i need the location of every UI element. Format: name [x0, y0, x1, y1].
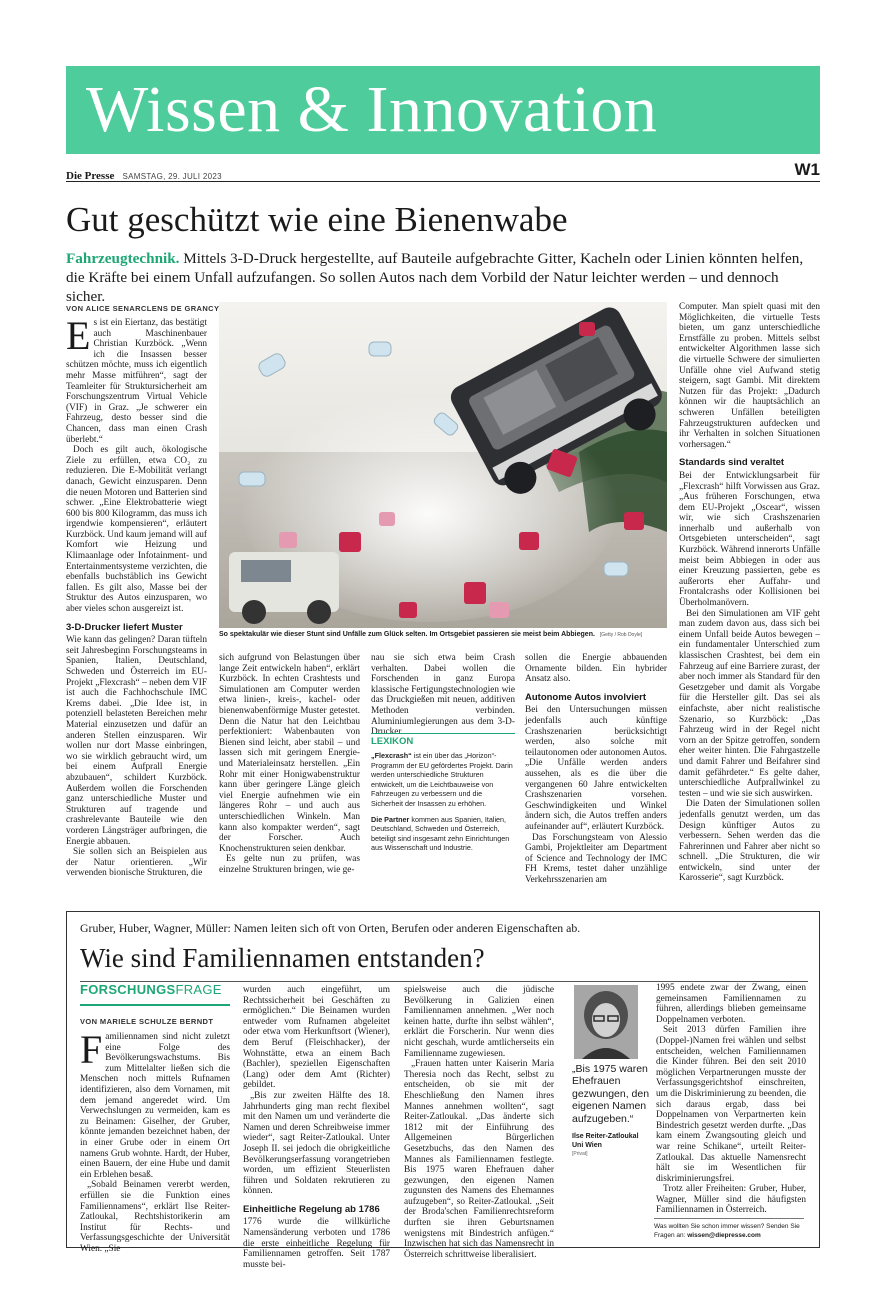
box-footer — [654, 1218, 804, 1240]
lexikon-entry — [371, 751, 515, 809]
footer-email[interactable]: wissen@diepresse.com — [687, 1232, 761, 1239]
box-paragraph: wurden auch eingeführt, um Rechtssicherheit bei Geschäften zu ermöglichen.“ Die Beinamen wurden entweder vom Rufnamen abgeleitet oder etwa vom Herkunftsort (Wiener), dem Beruf (Fleischhacker), der Wohnstätte, etwa an einem Bach (Bachler), speziellen Eigenschaften (Lang) oder dem Amt (Richter) gebildet. — [243, 985, 390, 1091]
box-paragraph: „Bis zur zweiten Hälfte des 18. Jahrhunderts ging man recht flexibel mit den Namen um und veränderte die Namen und deren Schreibweise immer wieder“, sagt Reiter-Zatloukal. Unter Joseph II. sei jedoch die obrigkeitliche Bevölkerungserfassung vorangetrieben worden, um effizient Steuerlisten führen und Soldaten rekrutieren zu können. — [243, 1090, 390, 1197]
article-paragraph: Bei der Entwicklungsarbeit für „Flexcrash“ hilft Vorwissen aus Graz. „Aus früheren Forschungen, etwa dem EU-Projekt „Oscear“, wissen wir, wie sich Crashszenarien innerhalb und außerhalb von Ortsgebieten unterscheiden“, sagt Kurzböck. Während innerorts Unfälle meist beim Abbiegen in oder aus einer Kreuzung passierten, gebe es außerorts eher Auffahr- und Frontalcrashs oder Kollisionen bei Überholmanövern. — [679, 470, 820, 609]
box-column-2 — [243, 985, 390, 1270]
newspaper-brand: Die Presse — [66, 170, 115, 182]
pull-quote: „Bis 1975 waren Ehefrauen gezwungen, den eigenen Namen aufzugeben.“ — [572, 1063, 650, 1125]
article-column-2 — [219, 653, 360, 881]
box-headline: Wie sind Familiennamen entstanden? — [80, 943, 485, 973]
article-headline: Gut geschützt wie eine Bienenwabe — [66, 200, 568, 239]
article-lead — [66, 249, 820, 306]
box-paragraph: amiliennamen sind nicht zuletzt eine Folge des Bevölkerungswachstums. Bis zum Mittelalter ließen sich die Menschen noch mittels Rufnamen identifizieren, also dem Vornamen, mit dem jemand angeredet wird. Um Verwechslungen zu vermeiden, kam es zu Beinamen: Giselher, der Gruber, könnte jemanden bezeichnet haben, der in einer Grube oder in einem Ort namens Grub wohnte. Hardt, der Huber, einen Bauern, der eine Hube und damit ein Erblehen besaß. — [80, 1032, 230, 1180]
article-paragraph: Doch es gilt auch, ökologische Ziele zu erfüllen, etwa CO₂ zu reduzieren. Die E-Mobilität verlangt danach, Gewicht einzusparen. Denn die neuen Motoren und Batterien sind schwer. „Eine Elektrobatterie wiegt 600 bis 800 Kilogramm, das muss ich irgendwie kompensieren“, erläutert Kurzböck. Und kaum jemand will auf Komfort wie Heizung und Klimaanlage oder Infotainment- und Entertainmentsysteme verzichten, die ebenfalls buchstäblich ins Gewicht fallen. Es gilt also, Masse bei der Struktur des Autos einzusparen, wo aber vieles schon ausgereizt ist. — [66, 445, 207, 615]
section-banner — [66, 66, 820, 154]
article-paragraph: Sie sollen sich an Beispielen aus der Natur orientieren. „Wir verwenden bionische Strukturen, die — [66, 847, 207, 879]
article-paragraph: Computer. Man spielt quasi mit den Möglichkeiten, die virtuelle Tests bieten, um ganz unterschiedliche Ernstfälle zu proben. Mittels selbst entwickelter Algorithmen lasse sich die virtuelle Schwere der simulierten Unfälle ohne viel Aufwand stetig steigern, sagt Gambi. Mit direktem Nutzen für das Projekt: „Dadurch können wir die hauptsächlich an schweren Unfällen beteiligten Fahrzeugstrukturen aufdecken und ihr Verhalten in solchen Situationen vorhersagen.“ — [679, 302, 820, 450]
footer-question: Was wollten Sie schon immer wissen? Senden Sie Fragen an: — [654, 1223, 800, 1239]
article-byline: VON ALICE SENARCLENS DE GRANCY — [66, 304, 220, 313]
research-question-box — [66, 911, 820, 1270]
article-paragraph: Die Daten der Simulationen sollen jedenfalls genutzt werden, um das Design künftiger Autos zu verbessern. Sehen werden das die Fahrerinnen und Fahrer aber nicht so schnell. „Die Strukturen, die wir entwickeln, sind unter der Karosserie“, sagt Kurzböck. — [679, 799, 820, 884]
article-lead-text: Mittels 3-D-Druck hergestellte, auf Bauteile aufgebrachte Gitter, Kacheln oder Linien könnten helfen, die Kräfte bei einem Unfall aufzufangen. So sollen Autos nach dem Vorbild der Natur leichter werden – und dennoch sicher. — [66, 250, 804, 305]
article-dropcap: E — [66, 313, 91, 358]
stunt-car-photo — [219, 302, 667, 628]
article-subhead: 3-D-Drucker liefert Muster — [66, 621, 183, 633]
article-paragraph: Wie kann das gelingen? Daran tüfteln seit Jahresbeginn Forschungsteams in Spanien, Italien, Deutschland, Schweden und Österreich im EU-Projekt „Flexcrash“ – neben dem VIF ist auch die Fachhochschule IMC Krems dabei. „Die Idee ist, in potenziell belasteten Bereichen mehr Material einzusetzen und dafür an anderen Stellen einzusparen. Wir wollen nur dort Masse einbringen, wo sie wirklich gebraucht wird, um bei einem Aufprall Energie abzubauen“, schildert Kurzböck. Außerdem wollen die Forschenden ganz unterschiedliche Muster und Strukturen auf tragende und crashrelevante Bauteile wie den vorderen Längsträger aufbringen, die Energie abbauen. — [66, 635, 207, 847]
article-paragraph: Bei den Untersuchungen müssen jedenfalls auch künftige Crashszenarien berücksichtigt werden, also solche mit teilautonomen oder autonomen Autos. „Die Unfälle werden anders aussehen, als es die über die vergangenen 60 Jahre entwickelten Crashszenarien vorsehen. Geschwindigkeiten und Winkel ändern sich, die Autos treffen anders aufeinander auf“, erläutert Kurzböck. — [525, 705, 668, 832]
box-paragraph: 1776 wurde die willkürliche Namensänderung verboten und 1786 die erste einheitliche Regelung für Familiennamen getroffen. Seit 1787 musste bei- — [243, 1217, 390, 1270]
label-underline — [80, 1004, 230, 1006]
lexikon-entry — [371, 815, 515, 853]
lexikon-term: Die Partner — [371, 814, 410, 824]
box-deck: Gruber, Huber, Wagner, Müller: Namen leiten sich oft von Orten, Berufen oder anderen Eigenschaften ab. — [80, 921, 581, 935]
label-part-b: FRAGE — [175, 982, 222, 997]
label-part-a: FORSCHUNGS — [80, 982, 176, 997]
article-paragraph: Es gelte nun zu prüfen, was einzelne Strukturen bringen, wie ge- — [219, 854, 360, 875]
box-column-1 — [80, 1027, 230, 1254]
issue-date: SAMSTAG, 29. JULI 2023 — [122, 172, 222, 181]
quote-source — [572, 1133, 652, 1159]
box-subhead: Einheitliche Regelung ab 1786 — [243, 1203, 380, 1215]
article-paragraph: nau sie sich etwa beim Crash verhalten. Dabei wollen die Forschenden in ganz Europa klassische Fertigungstechnologien wie das Druckgießen mit neuen, additiven Methoden verbinden. Aluminiumlegierungen aus dem 3-D-Drucker — [371, 653, 515, 738]
lexikon-title: LEXIKON — [371, 736, 414, 747]
article-paragraph: sich aufgrund von Belastungen über lange Zeit entwickeln haben“, erklärt Kurzböck. In echten Crashtests und Simulationen am Computer werden etwa linien-, kreis-, kachel- oder bienenwabenförmige Muster getestet. Denn die Natur hat den Leichtbau perfektioniert: Wabenbauten von Bienen sind leicht, aber stabil – und lassen sich mit geringem Energie- und Materialeinsatz herstellen. „Ein Rohr mit einer Honigwabenstruktur kann über geringere Länge gleich viel Energie aufnehmen wie ein längeres Rohr – und auch aus unterschiedlichen Winkeln. Man kann also kompakter werden“, sagt der Forscher. Auch Knochenstrukturen seien denkbar. — [219, 653, 360, 854]
article-column-1 — [66, 313, 207, 880]
lexikon-text: kommen aus Spanien, Italien, Deutschland, Schweden und Österreich, beteiligt sind insgesamt zehn Einrichtungen aus Wissenschaft und Industrie. — [371, 814, 510, 853]
article-paragraph: Das Forschungsteam von Alessio Gambi, Projektleiter am Department of Science and Technology der IMC FH Krems, testet daher unzählige Verkehrsszenarien am — [525, 832, 667, 885]
photo-caption — [219, 631, 667, 638]
article-column-3 — [371, 653, 515, 738]
box-byline: VON MARIELE SCHULZE BERNDT — [80, 1017, 214, 1026]
dateline — [66, 160, 820, 182]
article-subhead: Standards sind veraltet — [679, 457, 785, 469]
lexikon-term: „Flexcrash“ — [371, 751, 412, 760]
section-title: Wissen & Innovation — [86, 73, 658, 146]
quote-source-name: Ilse Reiter-Zatloukal — [572, 1133, 639, 1140]
article-column-4 — [525, 653, 668, 885]
article-subhead: Autonome Autos involviert — [525, 691, 647, 703]
page-number: W1 — [794, 160, 820, 179]
box-paragraph: Trotz aller Freiheiten: Gruber, Huber, Wagner, Müller sind die häufigsten Familiennamen in Österreich. — [656, 1184, 806, 1216]
photo-caption-text: So spektakulär wie dieser Stunt sind Unfälle zum Glück selten. Im Ortsgebiet passieren sie meist beim Abbiegen. — [219, 631, 595, 638]
box-column-3 — [404, 985, 554, 1260]
box-paragraph: Seit 2013 dürfen Familien ihre (Doppel-)Namen frei wählen und selbst entscheiden, welchen Familiennamen die Kinder führen. Bei den seit 2010 möglichen Verpartnerungen musste der Verfassungsgerichtshof einschreiten, um die Diskriminierung zu beenden, die sich daraus ergab, dass bei Doppelnamen von Verpartnerten kein Bindestrich gesetzt werden durfte. „Das kam einem Zwangsouting gleich und war reine Schikane“, urteilt Reiter-Zatloukal. Das aktuelle Namensrecht hält sie im Wesentlichen für diskriminierungsfrei. — [656, 1025, 806, 1184]
article-paragraph: s ist ein Eiertanz, das bestätigt auch Maschinenbauer Christian Kurzböck. „Wenn ich die Insassen besser schützen möchte, muss ich eigentlich mehr Masse mitführen“, sagt der Teamleiter für Struktursicherheit am Forschungszentrum Virtual Vehicle (VIF) in Graz. „Je schwerer ein Fahrzeug, desto besser sind die Chancen, dass man einen Crash überlebt.“ — [66, 318, 207, 445]
lexikon-text: ist ein über das „Horizon“-Programm der EU gefördertes Projekt. Darin werden unterschiedliche Strukturen entwickelt, um die Leichtbauweise von Fahrzeugen zu verbessern und die Sicherheit der Insassen zu erhöhen. — [371, 751, 513, 808]
forschungsfrage-label — [80, 982, 222, 997]
box-paragraph: „Sobald Beinamen vererbt werden, erfüllen sie die Funktion eines Familiennamens“, erklärt Ilse Reiter-Zatloukal, Rechtshistorikerin am Institut für Rechts- und Verfassungsgeschichte der Universität Wien. „Sie — [80, 1180, 230, 1254]
article-paragraph: sollen die Energie abbauenden Ornamente bilden. Ein hybrider Ansatz also. — [525, 653, 667, 685]
box-paragraph: „Frauen hatten unter Kaiserin Maria Theresia noch das Recht, selbst zu entscheiden, ob sie mit der Eheschließung den Namen ihres Mannes annehmen wollten“, sagt Reiter-Zatloukal. „Das änderte sich 1812 mit der Einführung des Allgemeinen Bürgerlichen Gesetzbuchs, das den Namen des Mannes als Familiennamen festlegte. Bis 1975 waren Ehefrauen daher gezwungen, den eigenen Namen zugunsten des Namens des Ehemannes aufzugeben“, so Reiter-Zatloukal. „Seit der Broda'schen Familienrechtsreform durften sie ihren Geburtsnamen wenigstens mit Bindestrich anfügen.“ Inzwischen hat sich das Namensrecht in Österreich schrittweise liberalisiert. — [404, 1059, 554, 1260]
box-paragraph: spielsweise auch die jüdische Bevölkerung in Galizien einen Familiennamen annehmen. „Wer noch keinen hatte, durfte ihn selbst wählen“, erklärt die Forscherin. Nur wenn dies nicht geschah, wurde amtlicherseits ein Familienname zugewiesen. — [404, 985, 554, 1059]
quote-photo-credit: [Privat] — [572, 1151, 588, 1157]
lexikon-box — [371, 733, 515, 859]
article-paragraph: Bei den Simulationen am VIF geht man zudem davon aus, dass sich bei einem Unfall beide Autos bewegen – ein fundamentaler Unterschied zum klassischen Crashtest, bei dem ein Fahrzeug auf eine Barriere zurast, der aber noch immer als Standard für den Gesetzgeber und damit als Vorgabe für die Hersteller gilt. Das sei als einfachste, aber nicht realistische Szenario, so Kurzböck: „Das Fahrzeug wird in der Regel nicht vorn an der Spitze getroffen, sondern eher weiter hinten. Die Fahrgastzelle und damit Fahrer und Beifahrer sind damit gefährdeter.“ Es gelte daher, unterschiedliche Aufprallwinkel zu testen – und wie sie sich auswirken. — [679, 608, 820, 799]
box-dropcap: F — [80, 1027, 103, 1072]
quote-source-org: Uni Wien — [572, 1141, 602, 1149]
box-column-5 — [656, 983, 806, 1215]
box-paragraph: 1995 endete zwar der Zwang, einen gemeinsamen Familiennamen zu führen, allerdings blieben gemeinsame Doppelnamen verboten. — [656, 983, 806, 1025]
article-kicker: Fahrzeugtechnik. — [66, 250, 180, 267]
article-column-5 — [679, 302, 820, 884]
portrait-photo — [574, 985, 638, 1059]
photo-credit: [Getty / Rob Doyle] — [599, 632, 643, 638]
